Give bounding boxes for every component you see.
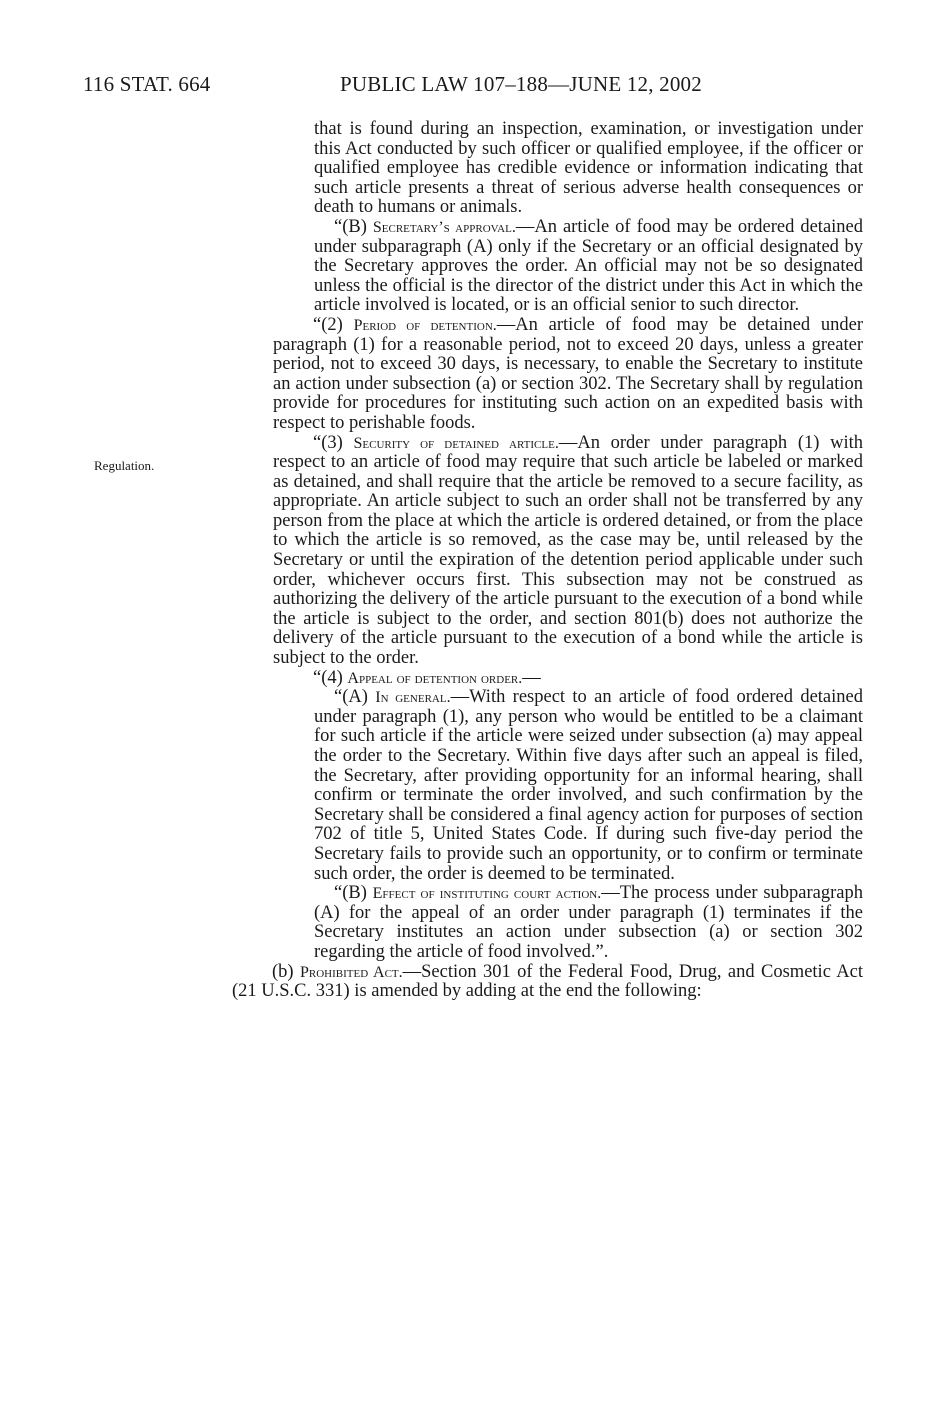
- paragraph-continuation: that is found during an inspection, examination, or investigation under this Act conducted by such officer or qualified employee, if the officer or qualified employee has credible evidence or information indicating that such article presents a threat of serious adverse health consequences or death to humans or animals.: [314, 119, 863, 218]
- section-heading: Period of detention.: [353, 316, 497, 334]
- paragraph-period-of-detention: “(2) Period of detention.—An article of food may be detained under paragraph (1) for a reasonable period, not to exceed 20 days, unless a greater period, not to exceed 30 days, is necessary, to enable the Secretary to institute an action under subsection (a) or section 302. The Secretary shall by regulation provide for procedures for instituting such action on an expedited basis with respect to perishable foods.: [273, 314, 863, 433]
- statute-page-number: 116 STAT. 664: [83, 72, 211, 96]
- section-heading: Effect of instituting court action.: [372, 885, 602, 903]
- section-heading: Appeal of detention order.: [347, 669, 523, 687]
- section-heading: Prohibited Act.: [299, 963, 403, 981]
- page-header: [0, 72, 947, 102]
- paragraph-effect-of-instituting-court-action: “(B) Effect of instituting court action.—The process under subparagraph (A) for the appeal of an order under paragraph (1) terminates if the Secretary institutes an action under subsection (a) or section 302 regarding the article of food involved.”.: [314, 883, 864, 962]
- public-law-title: PUBLIC LAW 107–188—JUNE 12, 2002: [340, 72, 702, 96]
- section-heading: In general.: [375, 689, 451, 707]
- section-heading: Security of detained article.: [353, 434, 559, 452]
- document-body: [232, 120, 863, 1002]
- paragraph-appeal-of-detention-order: “(4) Appeal of detention order.—: [313, 667, 541, 688]
- section-heading: Secretary’s approval.: [372, 218, 516, 236]
- paragraph-in-general: “(A) In general.—With respect to an article of food ordered detained under paragraph (1), any person who would be entitled to be a claimant for such article if the article were seized under subsection (a) may appeal the order to the Secretary. Within five days after such an appeal is filed, the Secretary, after providing opportunity for an informal hearing, shall confirm or terminate the order involved, and such confirmation by the Secretary shall be considered a final agency action for purposes of section 702 of title 5, United States Code. If during such five-day period the Secretary fails to provide such an opportunity, or to confirm or terminate such order, the order is deemed to be terminated.: [314, 687, 863, 884]
- paragraph-secretarys-approval: “(B) Secretary’s approval.—An article of food may be ordered detained under subparagraph (A) only if the Secretary or an official designated by the Secretary approves the order. An official may not be so designated unless the official is the director of the district under this Act in which the article involved is located, or is an official senior to such director.: [314, 216, 864, 316]
- paragraph-security-of-detained-article: “(3) Security of detained article.—An order under paragraph (1) with respect to an article of food may require that such article be labeled or marked as detained, and shall require that the article be removed to a secure facility, as appropriate. An article subject to such an order shall not be transferred by any person from the place at which the article is ordered detained, or from the place to which the article is so removed, as the case may be, until released by the Secretary or until the expiration of the detention period applicable under such order, whichever occurs first. This subsection may not be construed as authorizing the delivery of the article pursuant to the execution of a bond while the article is subject to the order, and section 801(b) does not authorize the delivery of the article pursuant to the execution of a bond while the article is subject to the order.: [273, 432, 863, 669]
- paragraph-prohibited-act: (b) Prohibited Act.—Section 301 of the Federal Food, Drug, and Cosmetic Act (21 U.S.C. 331) is amended by adding at the end the following:: [232, 961, 863, 1002]
- margin-note-regulation: Regulation.: [94, 458, 155, 473]
